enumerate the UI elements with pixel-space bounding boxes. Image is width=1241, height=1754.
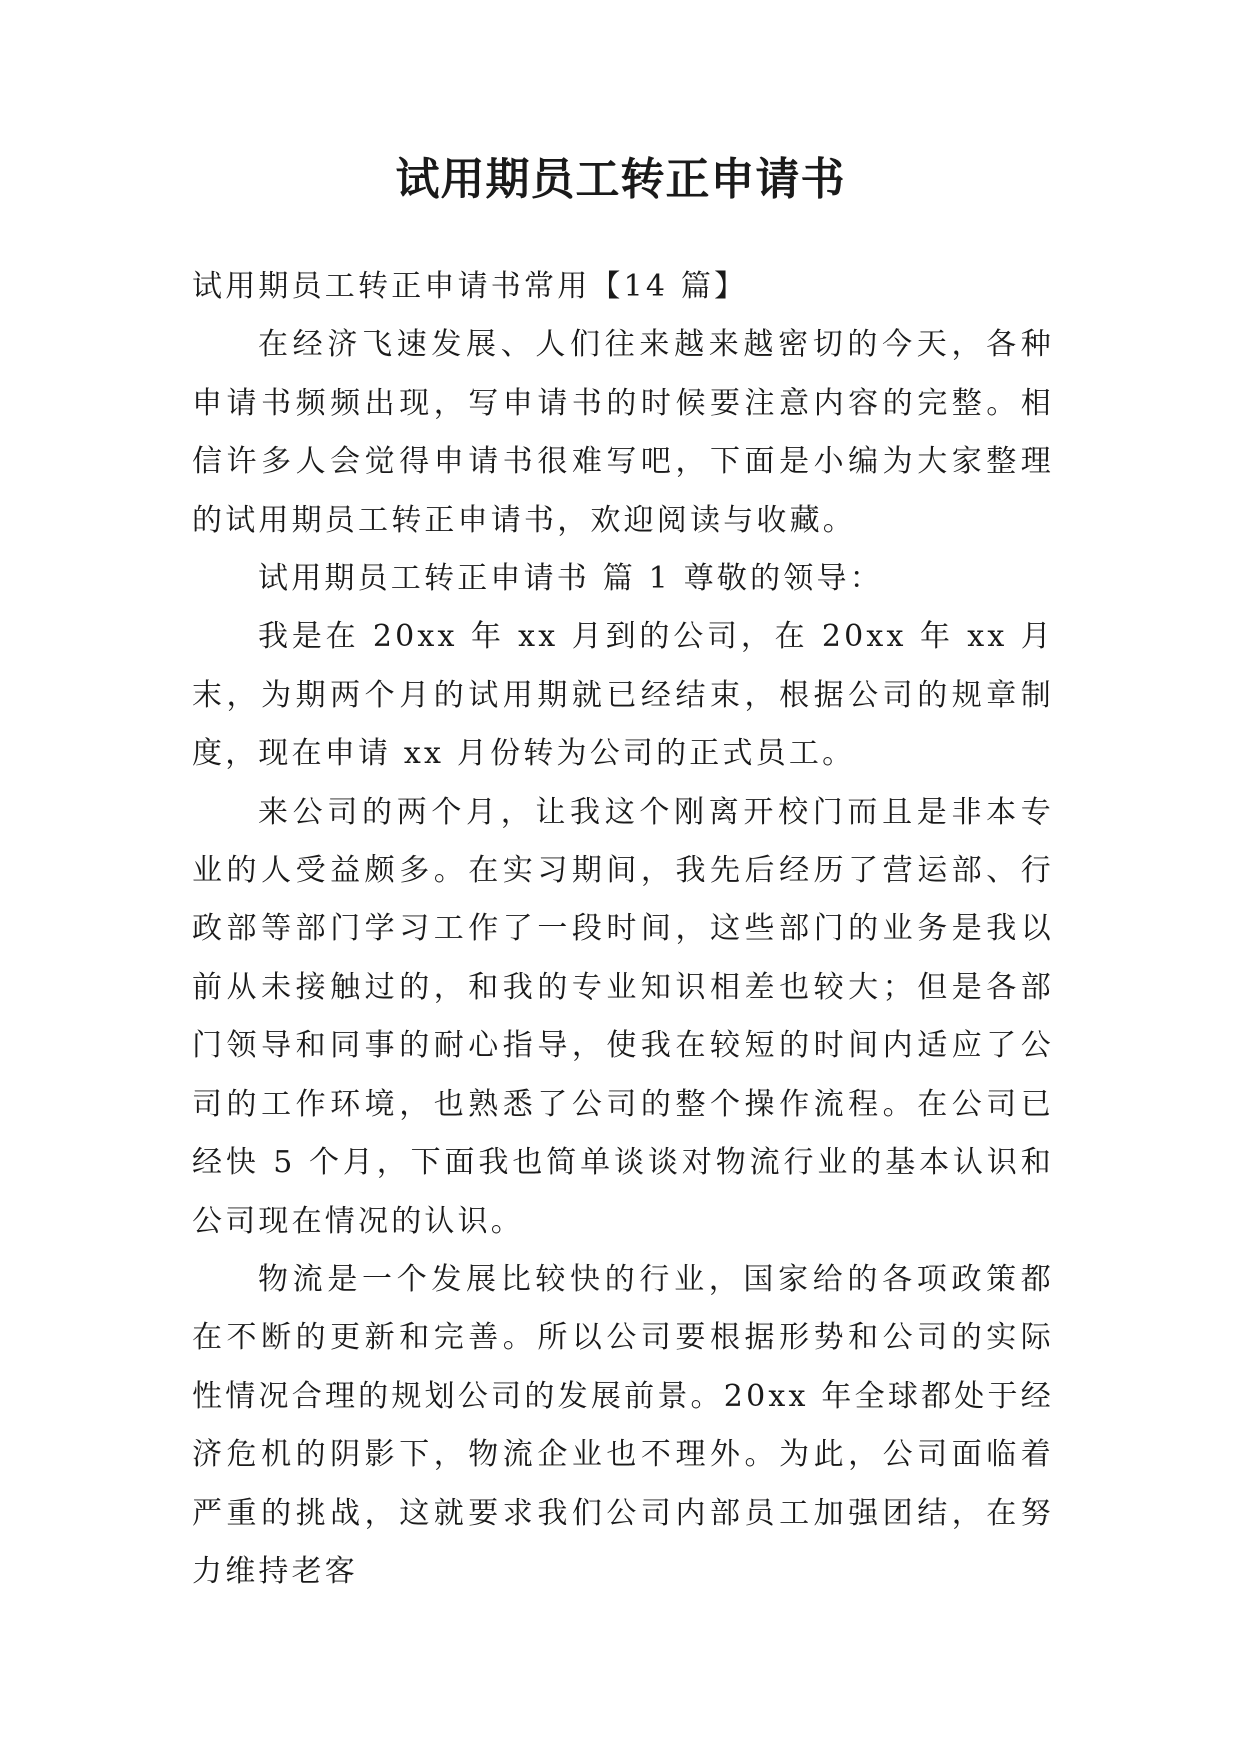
document-subtitle: 试用期员工转正申请书常用【14 篇】 (192, 269, 748, 304)
paragraph-letter-heading: 试用期员工转正申请书 篇 1 尊敬的领导： (258, 561, 883, 597)
paragraph-experience: 来公司的两个月，让我这个刚离开校门而且是非本专业的人受益颇多。在实习期间，我先后经历了营运部、行政部等部门学习工作了一段时间，这些部门的业务是我以前从未接触过的，和我的专业知识相差也较大；但是各部门领导和同事的耐心指导，使我在较短的时间内适应了公司的工作环境，也熟悉了公司的整个操作流程。在公司已经快 5 个月，下面我也简单谈谈对物流行业的基本认识和公司现在情况的认识。 (192, 794, 1054, 1239)
paragraph-intro: 在经济飞速发展、人们往来越来越密切的今天，各种申请书频频出现，写申请书的时候要注意内容的完整。相信许多人会觉得申请书很难写吧，下面是小编为大家整理的试用期员工转正申请书，欢迎阅读与收藏。 (192, 327, 1054, 538)
document-body (192, 258, 1054, 1601)
document-title: 试用期员工转正申请书 (395, 154, 846, 205)
paragraph-industry: 物流是一个发展比较快的行业，国家给的各项政策都在不断的更新和完善。所以公司要根据形势和公司的实际性情况合理的规划公司的发展前景。20xx 年全球都处于经济危机的阴影下，物流企业也不理外。为此，公司面临着严重的挑战，这就要求我们公司内部员工加强团结，在努力维持老客 (192, 1261, 1054, 1589)
paragraph-application: 我是在 20xx 年 xx 月到的公司，在 20xx 年 xx 月末，为期两个月的试用期就已经结束，根据公司的规章制度，现在申请 xx 月份转为公司的正式员工。 (192, 619, 1054, 772)
